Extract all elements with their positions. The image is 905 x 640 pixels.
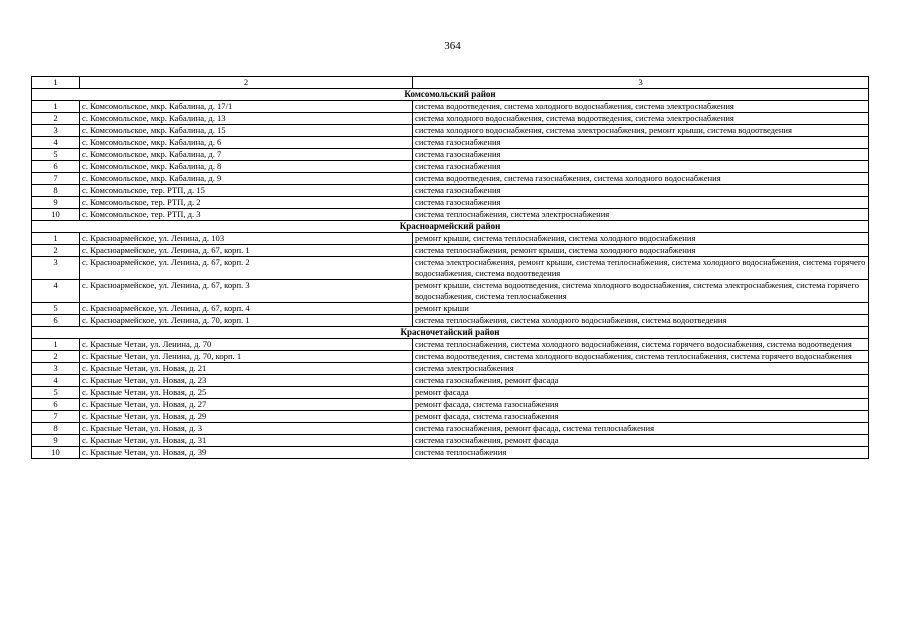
row-number: 8 xyxy=(32,185,80,197)
row-address: с. Красные Четаи, ул. Ленина, д. 70, корп. 1 xyxy=(80,351,413,363)
table-row xyxy=(32,399,869,411)
row-address: с. Комсомольское, мкр. Кабалина, д. 17/1 xyxy=(80,101,413,113)
row-number: 3 xyxy=(32,363,80,375)
table-row xyxy=(32,447,869,459)
row-number: 1 xyxy=(32,339,80,351)
row-address: с. Красные Четаи, ул. Новая, д. 31 xyxy=(80,435,413,447)
table-row xyxy=(32,245,869,257)
row-works: система теплоснабжения, система электроснабжения xyxy=(413,209,869,221)
section-title: Красноармейский район xyxy=(32,221,869,233)
row-works: ремонт фасада xyxy=(413,387,869,399)
works-table xyxy=(31,76,869,459)
row-number: 6 xyxy=(32,315,80,327)
table-row xyxy=(32,185,869,197)
row-works: система газоснабжения xyxy=(413,197,869,209)
row-address: с. Красные Четаи, ул. Новая, д. 27 xyxy=(80,399,413,411)
table-row xyxy=(32,375,869,387)
row-address: с. Красноармейское, ул. Ленина, д. 67, корп. 1 xyxy=(80,245,413,257)
table-row xyxy=(32,363,869,375)
row-number: 8 xyxy=(32,423,80,435)
row-works: система водоотведения, система холодного водоснабжения, система теплоснабжения, система горячего водоснабжения xyxy=(413,351,869,363)
table-row xyxy=(32,435,869,447)
section-row xyxy=(32,327,869,339)
row-works: система газоснабжения xyxy=(413,137,869,149)
section-row xyxy=(32,221,869,233)
row-number: 4 xyxy=(32,280,80,303)
row-address: с. Красные Четаи, ул. Новая, д. 25 xyxy=(80,387,413,399)
row-address: с. Красноармейское, ул. Ленина, д. 70, корп. 1 xyxy=(80,315,413,327)
table-row xyxy=(32,197,869,209)
row-works: система газоснабжения, ремонт фасада xyxy=(413,435,869,447)
table-row xyxy=(32,101,869,113)
table-row xyxy=(32,149,869,161)
table-row xyxy=(32,113,869,125)
row-number: 9 xyxy=(32,435,80,447)
row-number: 10 xyxy=(32,447,80,459)
row-address: с. Комсомольское, мкр. Кабалина, д. 15 xyxy=(80,125,413,137)
row-number: 10 xyxy=(32,209,80,221)
table-row xyxy=(32,411,869,423)
row-address: с. Комсомольское, мкр. Кабалина, д. 8 xyxy=(80,161,413,173)
row-works: ремонт фасада, система газоснабжения xyxy=(413,399,869,411)
column-header-works: 3 xyxy=(413,77,869,89)
table-row xyxy=(32,423,869,435)
row-address: с. Красные Четаи, ул. Новая, д. 3 xyxy=(80,423,413,435)
row-works: система теплоснабжения, система холодного водоснабжения, система горячего водоснабжения, система водоотведения xyxy=(413,339,869,351)
table-row xyxy=(32,161,869,173)
row-address: с. Комсомольское, тер. РТП, д. 15 xyxy=(80,185,413,197)
table-row xyxy=(32,125,869,137)
row-number: 3 xyxy=(32,257,80,280)
table-row xyxy=(32,303,869,315)
row-works: система электроснабжения xyxy=(413,363,869,375)
row-works: система теплоснабжения, система холодного водоснабжения, система водоотведения xyxy=(413,315,869,327)
row-number: 9 xyxy=(32,197,80,209)
row-works: система газоснабжения xyxy=(413,149,869,161)
section-title: Красночетайский район xyxy=(32,327,869,339)
row-address: с. Комсомольское, мкр. Кабалина, д. 13 xyxy=(80,113,413,125)
row-works: ремонт фасада, система газоснабжения xyxy=(413,411,869,423)
table-body xyxy=(32,77,869,459)
table-row xyxy=(32,233,869,245)
row-number: 2 xyxy=(32,245,80,257)
table-row xyxy=(32,137,869,149)
row-number: 4 xyxy=(32,137,80,149)
row-number: 1 xyxy=(32,101,80,113)
row-address: с. Красноармейское, ул. Ленина, д. 67, корп. 4 xyxy=(80,303,413,315)
table-row xyxy=(32,387,869,399)
table-row xyxy=(32,257,869,280)
table-header-row xyxy=(32,77,869,89)
row-works: система газоснабжения, ремонт фасада xyxy=(413,375,869,387)
row-works: система теплоснабжения xyxy=(413,447,869,459)
table-row xyxy=(32,339,869,351)
column-header-number: 1 xyxy=(32,77,80,89)
row-number: 2 xyxy=(32,351,80,363)
row-number: 5 xyxy=(32,387,80,399)
section-title: Комсомольский район xyxy=(32,89,869,101)
row-address: с. Комсомольское, мкр. Кабалина, д. 9 xyxy=(80,173,413,185)
row-address: с. Комсомольское, мкр. Кабалина, д. 7 xyxy=(80,149,413,161)
row-number: 1 xyxy=(32,233,80,245)
row-number: 4 xyxy=(32,375,80,387)
row-works: система газоснабжения xyxy=(413,185,869,197)
row-works: ремонт крыши, система теплоснабжения, система холодного водоснабжения xyxy=(413,233,869,245)
row-works: ремонт крыши, система водоотведения, система холодного водоснабжения, система электроснабжения, система горячего водоснабжения, система теплоснабжения xyxy=(413,280,869,303)
row-address: с. Комсомольское, тер. РТП, д. 3 xyxy=(80,209,413,221)
row-address: с. Красноармейское, ул. Ленина, д. 103 xyxy=(80,233,413,245)
table-row xyxy=(32,351,869,363)
row-works: система газоснабжения, ремонт фасада, система теплоснабжения xyxy=(413,423,869,435)
row-works: система водоотведения, система холодного водоснабжения, система электроснабжения xyxy=(413,101,869,113)
row-number: 5 xyxy=(32,149,80,161)
row-number: 6 xyxy=(32,399,80,411)
row-address: с. Красные Четаи, ул. Новая, д. 29 xyxy=(80,411,413,423)
row-works: система газоснабжения xyxy=(413,161,869,173)
row-works: ремонт крыши xyxy=(413,303,869,315)
row-number: 3 xyxy=(32,125,80,137)
row-address: с. Красные Четаи, ул. Ленина, д. 70 xyxy=(80,339,413,351)
row-works: система теплоснабжения, ремонт крыши, система холодного водоснабжения xyxy=(413,245,869,257)
row-works: система водоотведения, система газоснабжения, система холодного водоснабжения xyxy=(413,173,869,185)
row-works: система электроснабжения, ремонт крыши, система теплоснабжения, система холодного водоснабжения, система горячего водоснабжения, система водоотведения xyxy=(413,257,869,280)
row-works: система холодного водоснабжения, система электроснабжения, ремонт крыши, система водоотведения xyxy=(413,125,869,137)
row-number: 2 xyxy=(32,113,80,125)
row-address: с. Красные Четаи, ул. Новая, д. 39 xyxy=(80,447,413,459)
row-address: с. Красные Четаи, ул. Новая, д. 23 xyxy=(80,375,413,387)
row-number: 7 xyxy=(32,411,80,423)
row-address: с. Красноармейское, ул. Ленина, д. 67, корп. 2 xyxy=(80,257,413,280)
table-row xyxy=(32,209,869,221)
row-number: 6 xyxy=(32,161,80,173)
row-address: с. Комсомольское, мкр. Кабалина, д. 6 xyxy=(80,137,413,149)
row-works: система холодного водоснабжения, система водоотведения, система электроснабжения xyxy=(413,113,869,125)
section-row xyxy=(32,89,869,101)
table-row xyxy=(32,315,869,327)
row-address: с. Комсомольское, тер. РТП, д. 2 xyxy=(80,197,413,209)
table-row xyxy=(32,173,869,185)
table-row xyxy=(32,280,869,303)
row-number: 7 xyxy=(32,173,80,185)
row-address: с. Красные Четаи, ул. Новая, д. 21 xyxy=(80,363,413,375)
column-header-address: 2 xyxy=(80,77,413,89)
row-address: с. Красноармейское, ул. Ленина, д. 67, корп. 3 xyxy=(80,280,413,303)
row-number: 5 xyxy=(32,303,80,315)
page-number: 364 xyxy=(444,40,461,52)
